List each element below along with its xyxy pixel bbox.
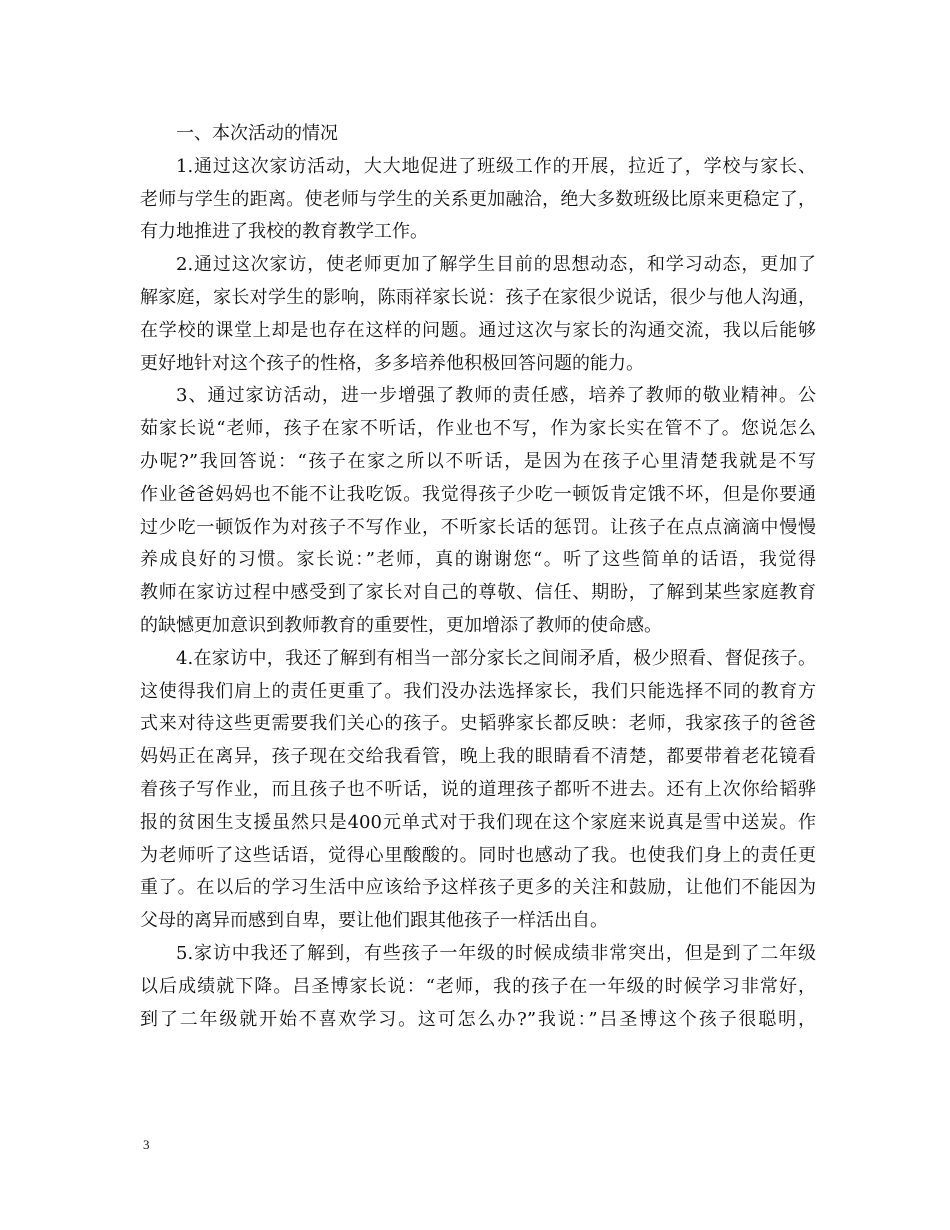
text-line: 老师与学生的距离。使老师与学生的关系更加融洽，绝大多数班级比原来更稳定了， [140,188,816,210]
text-line: 作业爸爸妈妈也不能不让我吃饭。我觉得孩子少吃一顿饭肯定饿不坏，但是你要通 [140,483,816,505]
text-line: 妈妈正在离异，孩子现在交给我看管，晚上我的眼睛看不清楚，都要带着老花镜看 [140,746,816,768]
text-line: 5.家访中我还了解到，有些孩子一年级的时候成绩非常突出，但是到了二年级 [176,942,816,964]
text-line: 父母的离异而感到自卑，要让他们跟其他孩子一样活出自。 [140,910,608,932]
text-line: 式来对待这些更需要我们关心的孩子。史韬骅家长都反映：老师，我家孩子的爸爸 [140,713,816,735]
text-line: 办呢?”我回答说：“孩子在家之所以不听话，是因为在孩子心里清楚我就是不写 [140,450,816,472]
text-line: 重了。在以后的学习生活中应该给予这样孩子更多的关注和鼓励，让他们不能因为 [140,877,816,899]
text-line: 以后成绩就下降。吕圣博家长说：“老师，我的孩子在一年级的时候学习非常好， [140,975,816,997]
text-line: 有力地推进了我校的教育教学工作。 [140,221,428,243]
text-line: 1.通过这次家访活动，大大地促进了班级工作的开展，拉近了，学校与家长、 [176,155,816,177]
text-line: 茹家长说“老师，孩子在家不听话，作业也不写，作为家长实在管不了。您说怎么 [140,418,816,440]
text-line: 过少吃一顿饭作为对孩子不写作业，不听家长话的惩罚。让孩子在点点滴滴中慢慢 [140,516,816,538]
text-line: 更好地针对这个孩子的性格，多多培养他积极回答问题的能力。 [140,352,644,374]
text-line: 到了二年级就开始不喜欢学习。这可怎么办?”我说：”吕圣博这个孩子很聪明， [140,1008,816,1030]
text-line: 的缺憾更加意识到教师教育的重要性，更加增添了教师的使命感。 [140,614,662,636]
text-line: 解家庭，家长对学生的影响，陈雨祥家长说：孩子在家很少说话，很少与他人沟通， [140,286,816,308]
text-line: 这使得我们肩上的责任更重了。我们没办法选择家长，我们只能选择不同的教育方 [140,680,816,702]
text-line: 2.通过这次家访，使老师更加了解学生目前的思想动态，和学习动态，更加了 [176,254,816,276]
page-number: 3 [143,1137,150,1152]
text-line: 为老师听了这些话语，觉得心里酸酸的。同时也感动了我。也使我们身上的责任更 [140,844,816,866]
text-line: 养成良好的习惯。家长说：”老师，真的谢谢您“。听了这些简单的话语，我觉得 [140,549,816,571]
text-line: 4.在家访中，我还了解到有相当一部分家长之间闹矛盾，极少照看、督促孩子。 [176,647,816,669]
document-body [140,118,816,1036]
text-line: 教师在家访过程中感受到了家长对自己的尊敬、信任、期盼，了解到某些家庭教育 [140,582,816,604]
text-line: 3、通过家访活动，进一步增强了教师的责任感，培养了教师的敬业精神。公 [176,385,816,407]
text-line: 在学校的课堂上却是也存在这样的问题。通过这次与家长的沟通交流，我以后能够 [140,319,816,341]
text-line: 一、本次活动的情况 [176,123,338,144]
text-line: 报的贫困生支援虽然只是400元单式对于我们现在这个家庭来说真是雪中送炭。作 [140,811,816,833]
text-line: 着孩子写作业，而且孩子也不听话，说的道理孩子都听不进去。还有上次你给韬骅 [140,778,816,800]
